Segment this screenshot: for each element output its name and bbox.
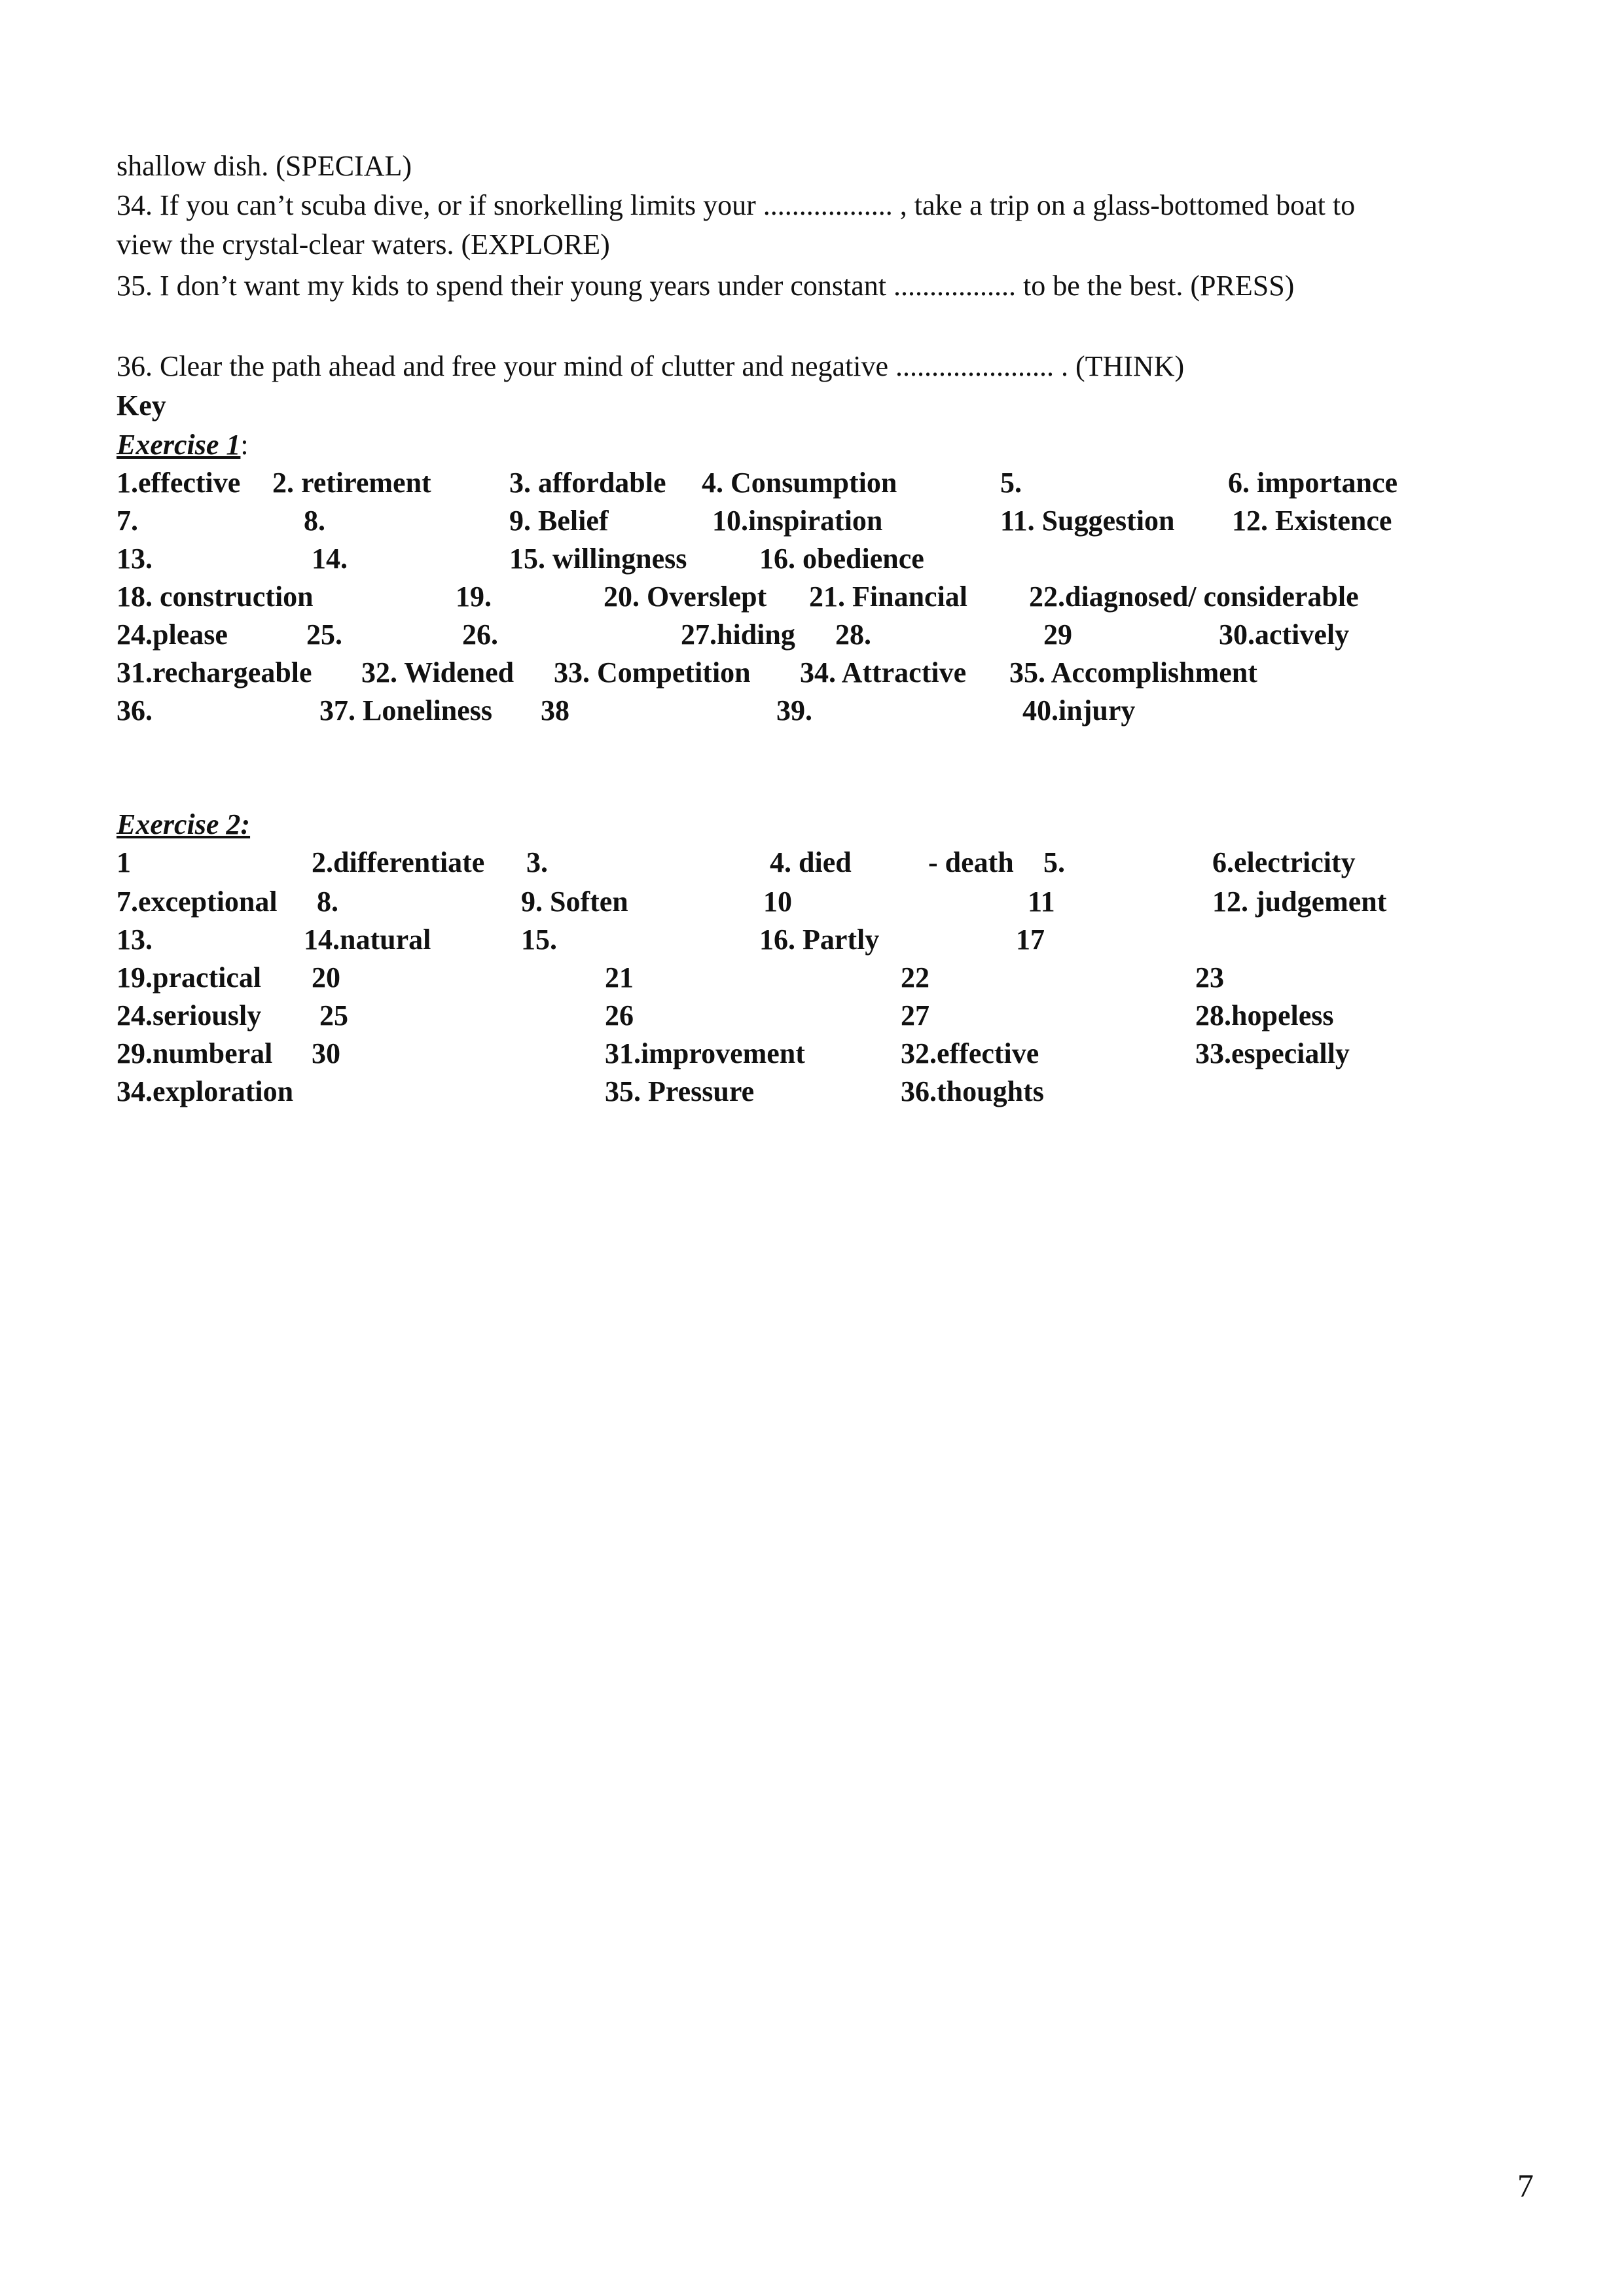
answer-cell: 24.please <box>117 619 228 651</box>
page-number: 7 <box>1517 2167 1534 2204</box>
answer-cell: 31.improvement <box>605 1037 805 1069</box>
answer-cell: 26 <box>605 999 634 1031</box>
answer-row <box>0 1077 1624 1110</box>
answer-cell: 7. <box>117 505 138 537</box>
answer-row <box>0 545 1624 577</box>
answer-cell: 16. Partly <box>759 924 880 956</box>
answer-cell: 1.effective <box>117 467 241 499</box>
answer-cell: 29 <box>1043 619 1072 651</box>
answer-cell: 16. obedience <box>759 543 924 575</box>
answer-row <box>0 1001 1624 1034</box>
answer-cell: 30 <box>312 1037 340 1069</box>
answer-cell: 9. Belief <box>509 505 609 537</box>
answer-cell: 19.practical <box>117 961 262 994</box>
answer-row <box>0 469 1624 501</box>
answer-cell: 23 <box>1195 961 1224 994</box>
answer-cell: 11. Suggestion <box>1000 505 1175 537</box>
answer-cell: 7.exceptional <box>117 886 278 918</box>
question-36: 36. Clear the path ahead and free your mind of clutter and negative ...................... . (THINK) <box>117 350 1185 382</box>
answer-cell: 13. <box>117 543 153 575</box>
answer-cell: 3. affordable <box>509 467 666 499</box>
answer-cell: 6.electricity <box>1212 846 1356 878</box>
question-34-cont: view the crystal-clear waters. (EXPLORE) <box>117 228 610 260</box>
answer-cell: 36. <box>117 694 153 726</box>
answer-cell: 4. died <box>770 846 852 878</box>
answer-cell: 19. <box>456 581 492 613</box>
answer-cell: 12. judgement <box>1212 886 1387 918</box>
answer-cell: 25 <box>319 999 348 1031</box>
answer-cell: 22.diagnosed/ considerable <box>1029 581 1359 613</box>
answer-cell: 8. <box>317 886 338 918</box>
answer-cell: 12. Existence <box>1232 505 1392 537</box>
answer-cell: 21 <box>605 961 634 994</box>
answer-row <box>0 888 1624 920</box>
answer-cell: 33.especially <box>1195 1037 1350 1069</box>
exercise-1-title: Exercise 1 <box>117 429 241 461</box>
answer-cell: 25. <box>306 619 342 651</box>
answer-cell: 6. importance <box>1228 467 1398 499</box>
answer-cell: 20. Overslept <box>604 581 767 613</box>
answer-row <box>0 1039 1624 1072</box>
question-35: 35. I don’t want my kids to spend their young years under constant ................. to be the best. (PRESS) <box>117 270 1295 302</box>
answer-cell: 21. Financial <box>809 581 968 613</box>
exercise-1-heading <box>117 431 249 459</box>
answer-cell: 8. <box>304 505 325 537</box>
answer-row <box>0 696 1624 729</box>
answer-cell: - death <box>928 846 1014 878</box>
answer-cell: 5. <box>1000 467 1022 499</box>
answer-cell: 3. <box>526 846 548 878</box>
answer-row <box>0 848 1624 881</box>
answer-cell: 10.inspiration <box>712 505 883 537</box>
answer-cell: 5. <box>1043 846 1065 878</box>
answer-cell: 30.actively <box>1219 619 1350 651</box>
answer-cell: 35. Accomplishment <box>1009 656 1257 689</box>
answer-row <box>0 507 1624 539</box>
answer-row <box>0 620 1624 653</box>
key-heading: Key <box>117 389 166 422</box>
answer-cell: 22 <box>901 961 929 994</box>
answer-cell: 37. Loneliness <box>319 694 493 726</box>
exercise-2-heading: Exercise 2: <box>117 808 251 840</box>
answer-cell: 29.numberal <box>117 1037 273 1069</box>
answer-cell: 15. willingness <box>509 543 687 575</box>
question-33-end: shallow dish. (SPECIAL) <box>117 150 412 182</box>
answer-cell: 38 <box>541 694 569 726</box>
answer-cell: 10 <box>763 886 792 918</box>
answer-cell: 15. <box>521 924 557 956</box>
answer-cell: 11 <box>1028 886 1055 918</box>
answer-cell: 36.thoughts <box>901 1075 1044 1107</box>
answer-cell: 31.rechargeable <box>117 656 312 689</box>
answer-cell: 34.exploration <box>117 1075 294 1107</box>
answer-cell: 39. <box>776 694 812 726</box>
answer-cell: 14. <box>312 543 348 575</box>
exercise-1-colon: : <box>240 429 249 461</box>
answer-cell: 4. Consumption <box>702 467 897 499</box>
answer-cell: 2. retirement <box>272 467 431 499</box>
answer-cell: 2.differentiate <box>312 846 485 878</box>
answer-cell: 27 <box>901 999 929 1031</box>
answer-cell: 34. Attractive <box>800 656 967 689</box>
answer-row <box>0 963 1624 996</box>
answer-cell: 28.hopeless <box>1195 999 1334 1031</box>
answer-cell: 33. Competition <box>554 656 751 689</box>
answer-cell: 14.natural <box>304 924 431 956</box>
answer-cell: 32.effective <box>901 1037 1039 1069</box>
answer-cell: 13. <box>117 924 153 956</box>
answer-cell: 26. <box>462 619 498 651</box>
answer-cell: 1 <box>117 846 131 878</box>
question-34: 34. If you can’t scuba dive, or if snorkelling limits your .................. , take a trip on a glass-bottomed boat to <box>117 189 1356 221</box>
answer-row <box>0 583 1624 615</box>
answer-cell: 18. construction <box>117 581 314 613</box>
answer-cell: 35. Pressure <box>605 1075 755 1107</box>
answer-cell: 28. <box>835 619 871 651</box>
answer-cell: 32. Widened <box>361 656 514 689</box>
answer-row <box>0 658 1624 691</box>
answer-row <box>0 925 1624 958</box>
answer-cell: 17 <box>1016 924 1045 956</box>
answer-cell: 20 <box>312 961 340 994</box>
answer-cell: 27.hiding <box>681 619 795 651</box>
answer-cell: 40.injury <box>1022 694 1136 726</box>
answer-cell: 9. Soften <box>521 886 628 918</box>
answer-cell: 24.seriously <box>117 999 262 1031</box>
